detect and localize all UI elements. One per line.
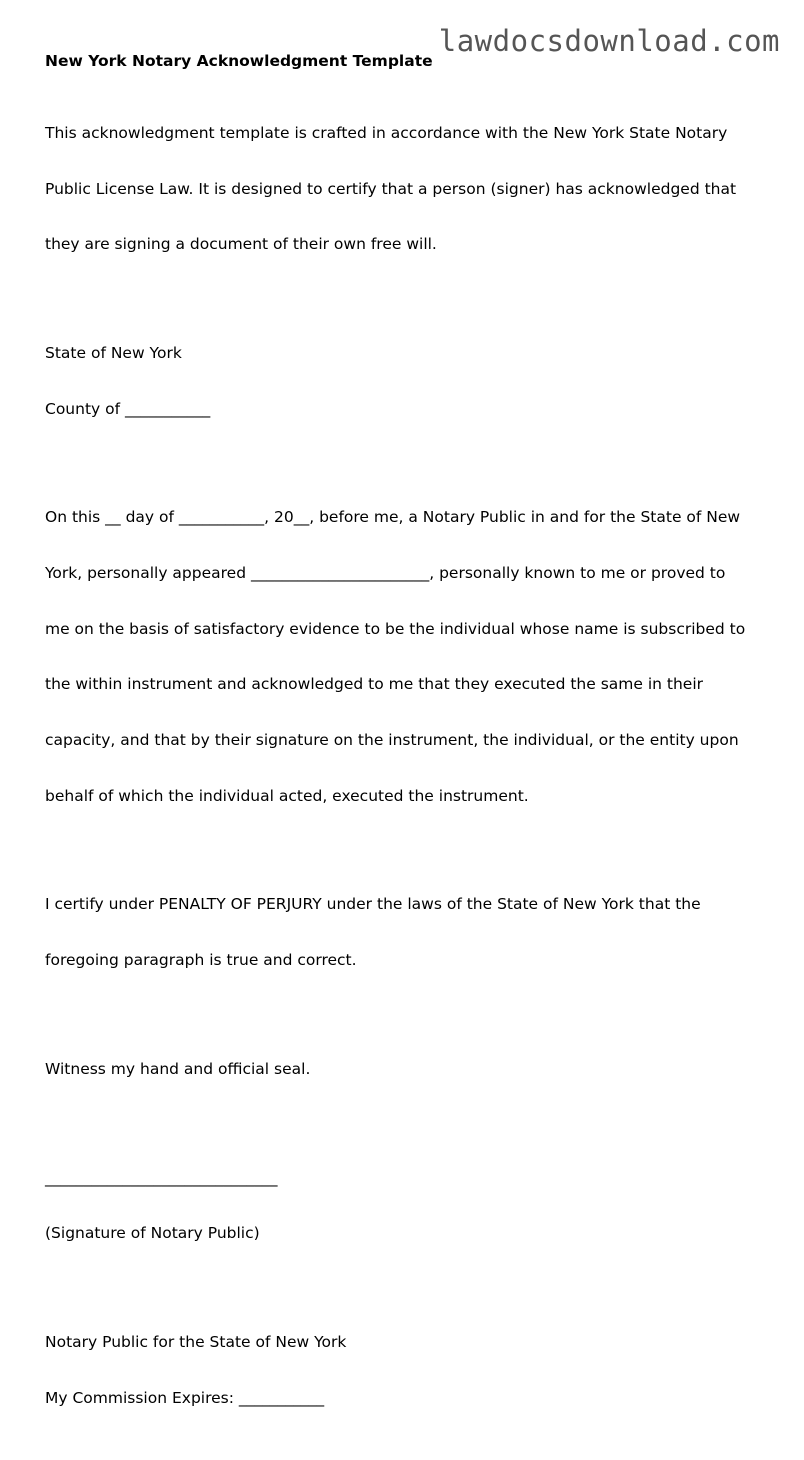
intro-line: Public License Law. It is designed to certify that a person (signer) has acknowledged that xyxy=(45,179,737,198)
document-body xyxy=(45,52,770,1460)
acknowledgment-line: me on the basis of satisfactory evidence to be the individual whose name is subscribed to xyxy=(45,619,746,638)
witness-statement xyxy=(45,1023,770,1116)
acknowledgment-line: behalf of which the individual acted, executed the instrument. xyxy=(45,786,529,805)
signature-block xyxy=(45,1131,770,1280)
venue-county: County of ___________ xyxy=(45,399,211,418)
signature-line: ______________________________ xyxy=(45,1168,278,1187)
acknowledgment-line: the within instrument and acknowledged to me that they executed the same in their xyxy=(45,675,704,694)
watermark: lawdocsdownload.com xyxy=(438,24,780,58)
acknowledgment-line: capacity, and that by their signature on the instrument, the individual, or the entity upon xyxy=(45,731,739,750)
commission-expires: My Commission Expires: ___________ xyxy=(45,1388,325,1407)
intro-paragraph xyxy=(45,87,770,292)
intro-line: they are signing a document of their own free will. xyxy=(45,235,437,254)
intro-line: This acknowledgment template is crafted in accordance with the New York State Notary xyxy=(45,123,728,142)
venue-state: State of New York xyxy=(45,343,182,362)
venue-block xyxy=(45,307,770,456)
notary-block xyxy=(45,1296,770,1445)
acknowledgment-line: On this __ day of ___________, 20__, before me, a Notary Public in and for the State of New xyxy=(45,508,741,527)
witness-line: Witness my hand and official seal. xyxy=(45,1059,311,1078)
acknowledgment-paragraph xyxy=(45,471,770,843)
document-title: New York Notary Acknowledgment Template xyxy=(45,52,433,70)
perjury-line: I certify under PENALTY OF PERJURY under the laws of the State of New York that the xyxy=(45,895,701,914)
signature-caption: (Signature of Notary Public) xyxy=(45,1224,260,1243)
perjury-paragraph xyxy=(45,858,770,1007)
acknowledgment-line: York, personally appeared _______________________, personally known to me or proved to xyxy=(45,563,726,582)
notary-title: Notary Public for the State of New York xyxy=(45,1332,347,1351)
perjury-line: foregoing paragraph is true and correct. xyxy=(45,951,357,970)
